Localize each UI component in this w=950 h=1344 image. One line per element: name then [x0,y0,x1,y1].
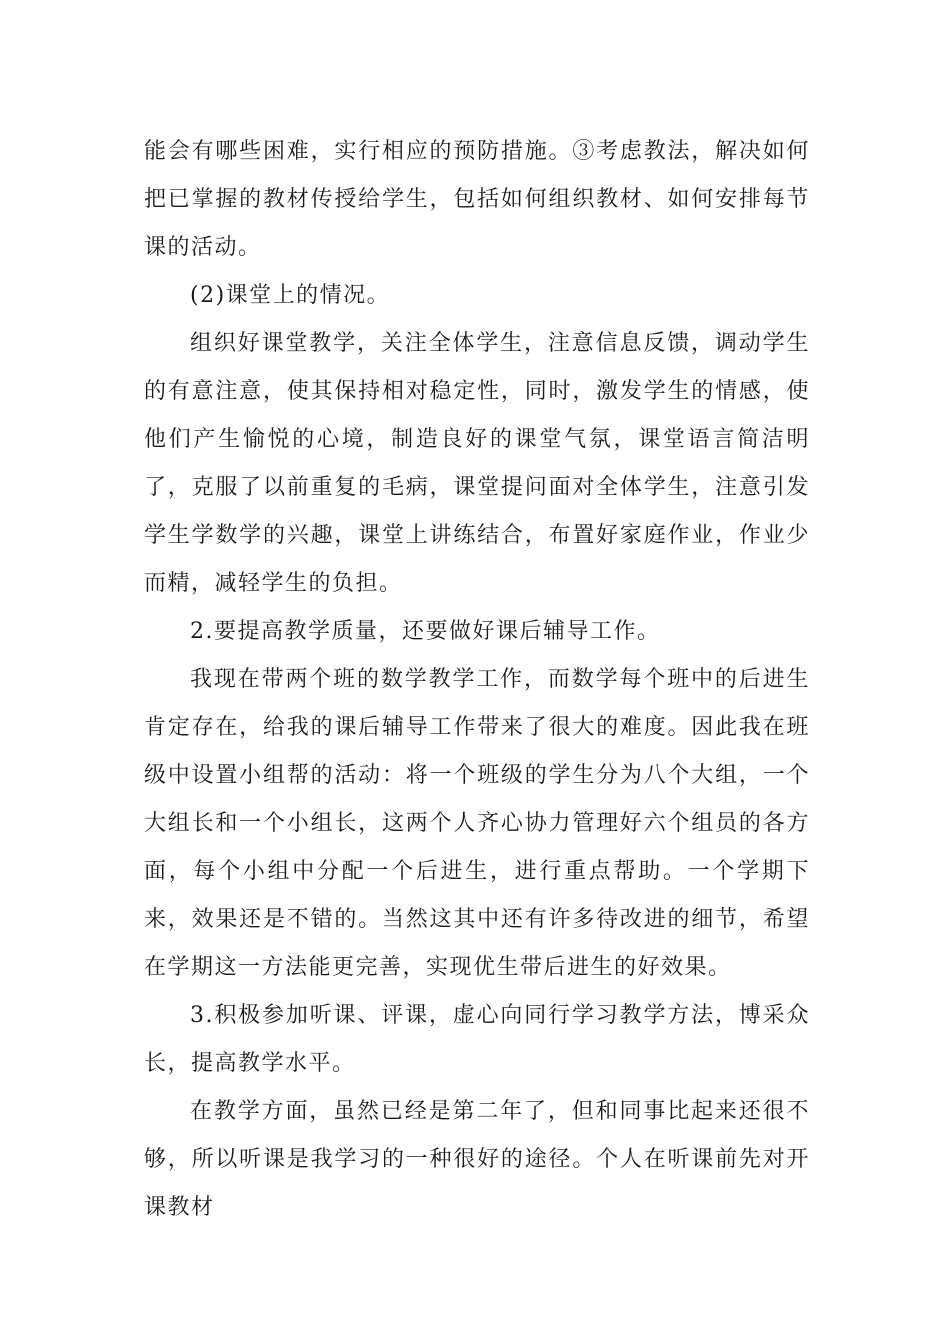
paragraph-lesson-observation: 在教学方面，虽然已经是第二年了，但和同事比起来还很不够，所以听课是我学习的一种很好的途径。个人在听课前先对开课教材 [144,1099,810,1220]
paragraph-tutoring-details: 我现在带两个班的数学教学工作，而数学每个班中的后进生肯定存在，给我的课后辅导工作带来了很大的难度。因此我在班级中设置小组帮的活动：将一个班级的学生分为八个大组，一个大组长和一个小组长，这两个人齐心协力管理好六个组员的各方面，每个小组中分配一个后进生，进行重点帮助。一个学期下来，效果还是不错的。当然这其中还有许多待改进的细节，希望在学期这一方法能更完善，实现优生带后进生的好效果。 [144,667,810,980]
paragraph-heading-lesson-observation: 3.积极参加听课、评课，虚心向同行学习教学方法，博采众长，提高教学水平。 [144,1003,810,1076]
paragraph-continuation: 能会有哪些困难，实行相应的预防措施。③考虑教法，解决如何把已掌握的教材传授给学生，包括如何组织教材、如何安排每节课的活动。 [144,139,810,260]
paragraph-heading-tutoring: 2.要提高教学质量，还要做好课后辅导工作。 [190,619,661,644]
document-body [144,128,810,1232]
paragraph-classroom-teaching: 组织好课堂教学，关注全体学生，注意信息反馈，调动学生的有意注意，使其保持相对稳定性，同时，激发学生的情感，使他们产生愉悦的心境，制造良好的课堂气氛，课堂语言简洁明了，克服了以前重复的毛病，课堂提问面对全体学生，注意引发学生学数学的兴趣，课堂上讲练结合，布置好家庭作业，作业少而精，减轻学生的负担。 [144,331,810,596]
paragraph-subheading-classroom: (2)课堂上的情况。 [190,283,391,308]
